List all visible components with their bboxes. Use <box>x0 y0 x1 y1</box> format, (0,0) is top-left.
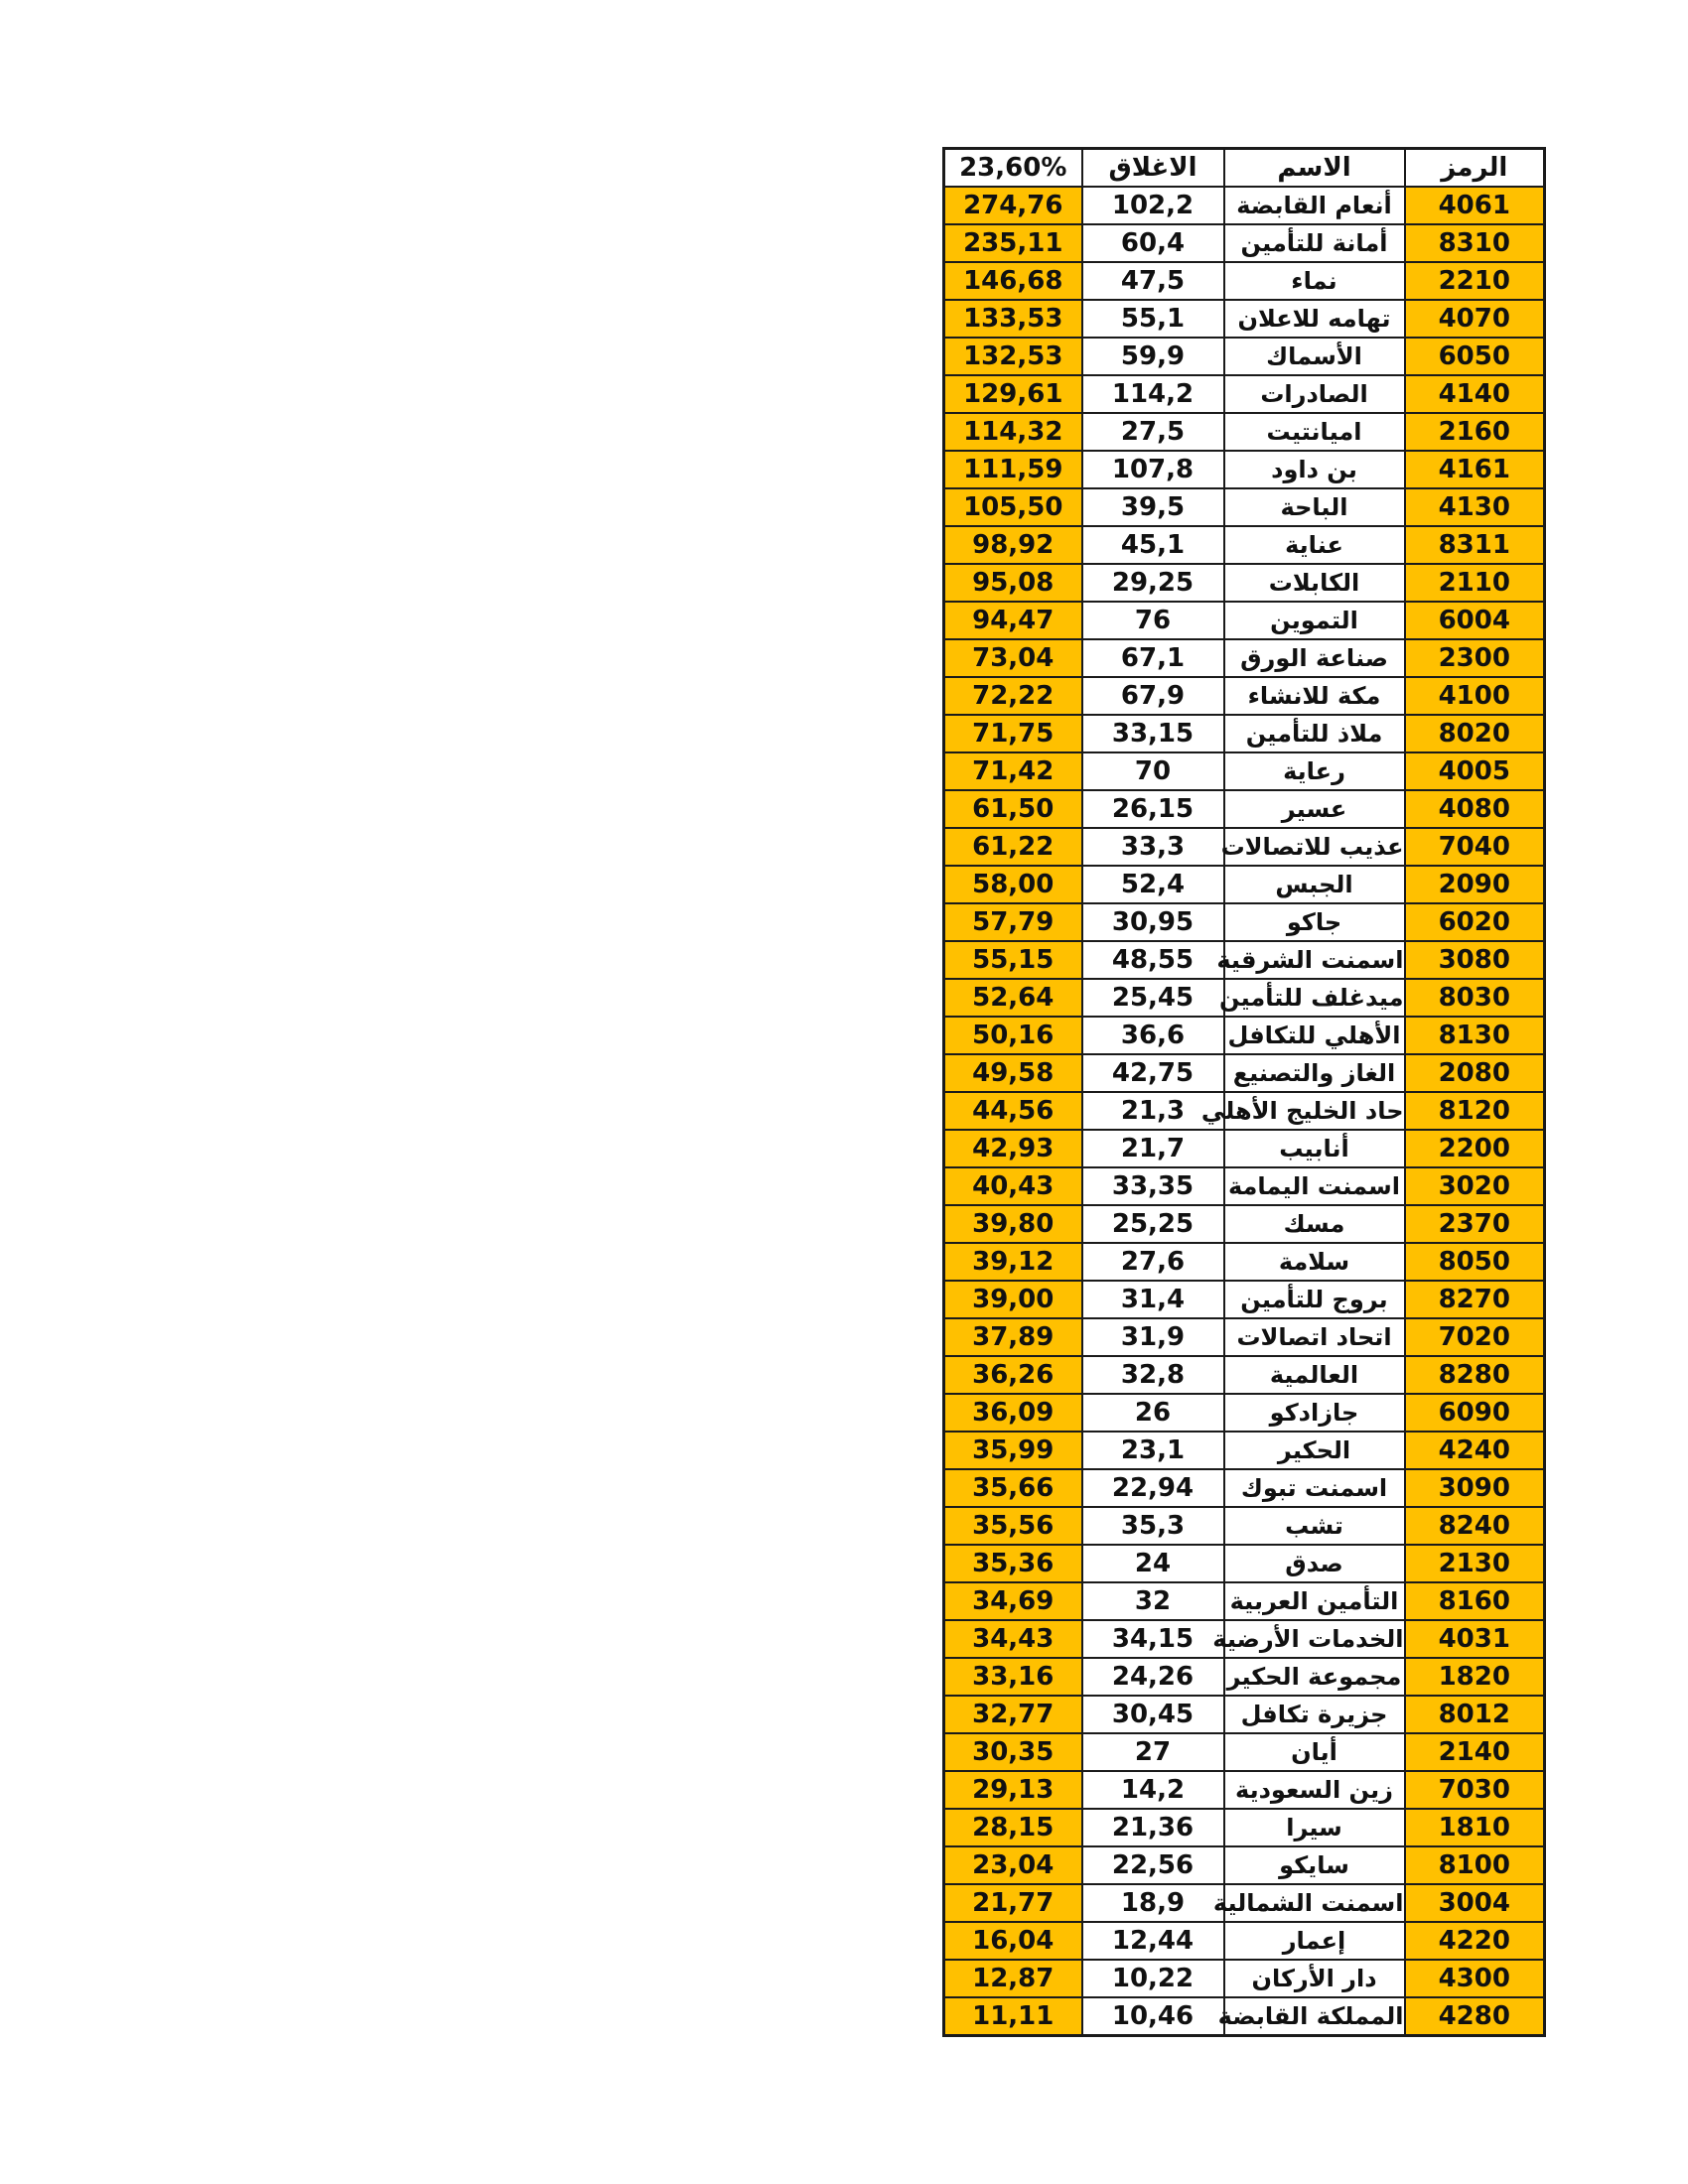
table-row <box>944 1696 1545 1733</box>
name-cell: اسمنت الشمالية <box>1224 1884 1405 1922</box>
pct-cell: 55,15 <box>944 941 1082 979</box>
name-cell: رعاية <box>1224 752 1405 790</box>
code-cell: 8030 <box>1405 979 1545 1017</box>
name-cell: جاكو <box>1224 903 1405 941</box>
pct-cell: 21,77 <box>944 1884 1082 1922</box>
table-body <box>944 187 1545 2036</box>
close-cell: 70 <box>1082 752 1224 790</box>
header-row <box>944 149 1545 188</box>
code-cell: 8270 <box>1405 1281 1545 1318</box>
close-cell: 47,5 <box>1082 262 1224 300</box>
table-row <box>944 790 1545 828</box>
pct-cell: 71,75 <box>944 715 1082 752</box>
close-cell: 55,1 <box>1082 300 1224 338</box>
table-row <box>944 338 1545 375</box>
close-cell: 10,46 <box>1082 1997 1224 2036</box>
name-cell: بن داود <box>1224 451 1405 488</box>
name-cell: عذيب للاتصالات <box>1224 828 1405 866</box>
close-cell: 27 <box>1082 1733 1224 1771</box>
name-cell: مكة للانشاء <box>1224 677 1405 715</box>
code-cell: 4300 <box>1405 1960 1545 1997</box>
code-cell: 8020 <box>1405 715 1545 752</box>
pct-cell: 235,11 <box>944 224 1082 262</box>
name-cell: صدق <box>1224 1545 1405 1582</box>
name-cell: الغاز والتصنيع <box>1224 1054 1405 1092</box>
code-cell: 7020 <box>1405 1318 1545 1356</box>
table-row <box>944 941 1545 979</box>
table-row <box>944 413 1545 451</box>
pct-cell: 28,15 <box>944 1809 1082 1846</box>
pct-cell: 16,04 <box>944 1922 1082 1960</box>
close-cell: 67,9 <box>1082 677 1224 715</box>
name-cell: سيرا <box>1224 1809 1405 1846</box>
pct-cell: 12,87 <box>944 1960 1082 1997</box>
table-row <box>944 639 1545 677</box>
code-cell: 4005 <box>1405 752 1545 790</box>
table-row <box>944 488 1545 526</box>
close-cell: 29,25 <box>1082 564 1224 602</box>
name-cell: سلامة <box>1224 1243 1405 1281</box>
table-row <box>944 828 1545 866</box>
name-cell: اسمنت تبوك <box>1224 1469 1405 1507</box>
close-cell: 107,8 <box>1082 451 1224 488</box>
table-row <box>944 1205 1545 1243</box>
code-cell: 4280 <box>1405 1997 1545 2036</box>
table-row <box>944 1432 1545 1469</box>
table-row <box>944 300 1545 338</box>
table-row <box>944 1243 1545 1281</box>
code-cell: 7040 <box>1405 828 1545 866</box>
pct-cell: 23,04 <box>944 1846 1082 1884</box>
pct-cell: 98,92 <box>944 526 1082 564</box>
close-cell: 26,15 <box>1082 790 1224 828</box>
table-row <box>944 1507 1545 1545</box>
table-row <box>944 1846 1545 1884</box>
code-cell: 6020 <box>1405 903 1545 941</box>
table-row <box>944 1017 1545 1054</box>
table-row <box>944 903 1545 941</box>
code-cell: 2160 <box>1405 413 1545 451</box>
code-cell: 4080 <box>1405 790 1545 828</box>
close-cell: 18,9 <box>1082 1884 1224 1922</box>
pct-cell: 32,77 <box>944 1696 1082 1733</box>
table-row <box>944 1394 1545 1432</box>
table-row <box>944 1130 1545 1167</box>
name-cell: اسمنت الشرقية <box>1224 941 1405 979</box>
table-row <box>944 187 1545 224</box>
name-cell: تهامه للاعلان <box>1224 300 1405 338</box>
pct-cell: 35,99 <box>944 1432 1082 1469</box>
table-row <box>944 1922 1545 1960</box>
pct-cell: 114,32 <box>944 413 1082 451</box>
code-cell: 4240 <box>1405 1432 1545 1469</box>
pct-cell: 58,00 <box>944 866 1082 903</box>
close-cell: 30,95 <box>1082 903 1224 941</box>
table-row <box>944 1092 1545 1130</box>
name-cell: سايكو <box>1224 1846 1405 1884</box>
table-row <box>944 1356 1545 1394</box>
pct-cell: 73,04 <box>944 639 1082 677</box>
close-cell: 33,3 <box>1082 828 1224 866</box>
close-cell: 14,2 <box>1082 1771 1224 1809</box>
code-cell: 2130 <box>1405 1545 1545 1582</box>
close-cell: 34,15 <box>1082 1620 1224 1658</box>
header-name: الاسم <box>1224 149 1405 188</box>
table-row <box>944 866 1545 903</box>
code-cell: 8311 <box>1405 526 1545 564</box>
pct-cell: 49,58 <box>944 1054 1082 1092</box>
pct-cell: 133,53 <box>944 300 1082 338</box>
close-cell: 31,4 <box>1082 1281 1224 1318</box>
code-cell: 2090 <box>1405 866 1545 903</box>
pct-cell: 34,69 <box>944 1582 1082 1620</box>
name-cell: ميدغلف للتأمين <box>1224 979 1405 1017</box>
table-row <box>944 1960 1545 1997</box>
pct-cell: 40,43 <box>944 1167 1082 1205</box>
pct-cell: 71,42 <box>944 752 1082 790</box>
table-row <box>944 1469 1545 1507</box>
close-cell: 102,2 <box>1082 187 1224 224</box>
name-cell: العالمية <box>1224 1356 1405 1394</box>
name-cell: جزيرة تكافل <box>1224 1696 1405 1733</box>
code-cell: 8012 <box>1405 1696 1545 1733</box>
name-cell: الأهلي للتكافل <box>1224 1017 1405 1054</box>
pct-cell: 52,64 <box>944 979 1082 1017</box>
pct-cell: 50,16 <box>944 1017 1082 1054</box>
table-row <box>944 1582 1545 1620</box>
name-cell: الكابلات <box>1224 564 1405 602</box>
close-cell: 33,35 <box>1082 1167 1224 1205</box>
pct-cell: 36,09 <box>944 1394 1082 1432</box>
name-cell: الجبس <box>1224 866 1405 903</box>
table-row <box>944 1771 1545 1809</box>
name-cell: ملاذ للتأمين <box>1224 715 1405 752</box>
code-cell: 6090 <box>1405 1394 1545 1432</box>
table-row <box>944 1281 1545 1318</box>
close-cell: 52,4 <box>1082 866 1224 903</box>
code-cell: 4070 <box>1405 300 1545 338</box>
close-cell: 33,15 <box>1082 715 1224 752</box>
code-cell: 4130 <box>1405 488 1545 526</box>
table-row <box>944 1809 1545 1846</box>
code-cell: 2080 <box>1405 1054 1545 1092</box>
name-cell: اسمنت اليمامة <box>1224 1167 1405 1205</box>
pct-cell: 11,11 <box>944 1997 1082 2036</box>
name-cell: المملكة القابضة <box>1224 1997 1405 2036</box>
header-pct: 23,60% <box>944 149 1082 188</box>
close-cell: 32 <box>1082 1582 1224 1620</box>
code-cell: 2110 <box>1405 564 1545 602</box>
name-cell: إعمار <box>1224 1922 1405 1960</box>
header-close: الاغلاق <box>1082 149 1224 188</box>
name-cell: التأمين العربية <box>1224 1582 1405 1620</box>
code-cell: 4061 <box>1405 187 1545 224</box>
code-cell: 2210 <box>1405 262 1545 300</box>
close-cell: 35,3 <box>1082 1507 1224 1545</box>
close-cell: 32,8 <box>1082 1356 1224 1394</box>
close-cell: 27,6 <box>1082 1243 1224 1281</box>
name-cell: الباحة <box>1224 488 1405 526</box>
table-row <box>944 375 1545 413</box>
pct-cell: 72,22 <box>944 677 1082 715</box>
name-cell: عسير <box>1224 790 1405 828</box>
close-cell: 10,22 <box>1082 1960 1224 1997</box>
code-cell: 4140 <box>1405 375 1545 413</box>
pct-cell: 39,12 <box>944 1243 1082 1281</box>
name-cell: تشب <box>1224 1507 1405 1545</box>
pct-cell: 33,16 <box>944 1658 1082 1696</box>
code-cell: 6050 <box>1405 338 1545 375</box>
pct-cell: 57,79 <box>944 903 1082 941</box>
code-cell: 8130 <box>1405 1017 1545 1054</box>
pct-cell: 95,08 <box>944 564 1082 602</box>
code-cell: 4031 <box>1405 1620 1545 1658</box>
close-cell: 25,45 <box>1082 979 1224 1017</box>
close-cell: 27,5 <box>1082 413 1224 451</box>
pct-cell: 129,61 <box>944 375 1082 413</box>
close-cell: 21,3 <box>1082 1092 1224 1130</box>
table-row <box>944 677 1545 715</box>
name-cell: صناعة الورق <box>1224 639 1405 677</box>
code-cell: 4220 <box>1405 1922 1545 1960</box>
code-cell: 8050 <box>1405 1243 1545 1281</box>
name-cell: الحكير <box>1224 1432 1405 1469</box>
close-cell: 59,9 <box>1082 338 1224 375</box>
table-row <box>944 1167 1545 1205</box>
table-row <box>944 1620 1545 1658</box>
table-row <box>944 1318 1545 1356</box>
pct-cell: 35,56 <box>944 1507 1082 1545</box>
name-cell: أيان <box>1224 1733 1405 1771</box>
code-cell: 3004 <box>1405 1884 1545 1922</box>
close-cell: 48,55 <box>1082 941 1224 979</box>
close-cell: 25,25 <box>1082 1205 1224 1243</box>
name-cell: أنعام القابضة <box>1224 187 1405 224</box>
table-row <box>944 1545 1545 1582</box>
pct-cell: 132,53 <box>944 338 1082 375</box>
name-cell: بروج للتأمين <box>1224 1281 1405 1318</box>
table-row <box>944 1658 1545 1696</box>
pct-cell: 37,89 <box>944 1318 1082 1356</box>
table-row <box>944 715 1545 752</box>
pct-cell: 39,00 <box>944 1281 1082 1318</box>
close-cell: 26 <box>1082 1394 1224 1432</box>
pct-cell: 30,35 <box>944 1733 1082 1771</box>
pct-cell: 36,26 <box>944 1356 1082 1394</box>
close-cell: 31,9 <box>1082 1318 1224 1356</box>
header-code: الرمز <box>1405 149 1545 188</box>
close-cell: 76 <box>1082 602 1224 639</box>
close-cell: 67,1 <box>1082 639 1224 677</box>
close-cell: 24,26 <box>1082 1658 1224 1696</box>
name-cell: اميانتيت <box>1224 413 1405 451</box>
code-cell: 6004 <box>1405 602 1545 639</box>
close-cell: 21,36 <box>1082 1809 1224 1846</box>
name-cell: أمانة للتأمين <box>1224 224 1405 262</box>
close-cell: 36,6 <box>1082 1017 1224 1054</box>
close-cell: 114,2 <box>1082 375 1224 413</box>
name-cell: عناية <box>1224 526 1405 564</box>
name-cell: الخدمات الأرضية <box>1224 1620 1405 1658</box>
table-row <box>944 564 1545 602</box>
pct-cell: 61,50 <box>944 790 1082 828</box>
code-cell: 1810 <box>1405 1809 1545 1846</box>
code-cell: 8310 <box>1405 224 1545 262</box>
pct-cell: 29,13 <box>944 1771 1082 1809</box>
code-cell: 8160 <box>1405 1582 1545 1620</box>
close-cell: 22,56 <box>1082 1846 1224 1884</box>
name-cell: أنابيب <box>1224 1130 1405 1167</box>
code-cell: 8280 <box>1405 1356 1545 1394</box>
pct-cell: 35,66 <box>944 1469 1082 1507</box>
code-cell: 2140 <box>1405 1733 1545 1771</box>
code-cell: 4100 <box>1405 677 1545 715</box>
code-cell: 2200 <box>1405 1130 1545 1167</box>
table-row <box>944 451 1545 488</box>
code-cell: 8120 <box>1405 1092 1545 1130</box>
name-cell: اتحاد اتصالات <box>1224 1318 1405 1356</box>
name-cell: زين السعودية <box>1224 1771 1405 1809</box>
code-cell: 2370 <box>1405 1205 1545 1243</box>
close-cell: 21,7 <box>1082 1130 1224 1167</box>
close-cell: 23,1 <box>1082 1432 1224 1469</box>
code-cell: 3020 <box>1405 1167 1545 1205</box>
pct-cell: 105,50 <box>944 488 1082 526</box>
table-row <box>944 1884 1545 1922</box>
code-cell: 7030 <box>1405 1771 1545 1809</box>
table-row <box>944 1054 1545 1092</box>
table-row <box>944 602 1545 639</box>
name-cell: دار الأركان <box>1224 1960 1405 1997</box>
stock-gains-table <box>942 147 1546 2037</box>
code-cell: 1820 <box>1405 1658 1545 1696</box>
code-cell: 4161 <box>1405 451 1545 488</box>
pct-cell: 274,76 <box>944 187 1082 224</box>
code-cell: 2300 <box>1405 639 1545 677</box>
pct-cell: 44,56 <box>944 1092 1082 1130</box>
pct-cell: 34,43 <box>944 1620 1082 1658</box>
table-row <box>944 262 1545 300</box>
name-cell: حاد الخليج الأهلي <box>1224 1092 1405 1130</box>
close-cell: 39,5 <box>1082 488 1224 526</box>
name-cell: الأسماك <box>1224 338 1405 375</box>
pct-cell: 111,59 <box>944 451 1082 488</box>
table-row <box>944 979 1545 1017</box>
name-cell: جازادكو <box>1224 1394 1405 1432</box>
close-cell: 22,94 <box>1082 1469 1224 1507</box>
pct-cell: 35,36 <box>944 1545 1082 1582</box>
table-row <box>944 752 1545 790</box>
close-cell: 42,75 <box>1082 1054 1224 1092</box>
code-cell: 8240 <box>1405 1507 1545 1545</box>
pct-cell: 146,68 <box>944 262 1082 300</box>
close-cell: 24 <box>1082 1545 1224 1582</box>
pct-cell: 94,47 <box>944 602 1082 639</box>
name-cell: مسك <box>1224 1205 1405 1243</box>
name-cell: الصادرات <box>1224 375 1405 413</box>
pct-cell: 39,80 <box>944 1205 1082 1243</box>
code-cell: 3090 <box>1405 1469 1545 1507</box>
table-row <box>944 224 1545 262</box>
close-cell: 30,45 <box>1082 1696 1224 1733</box>
code-cell: 8100 <box>1405 1846 1545 1884</box>
table-row <box>944 1733 1545 1771</box>
close-cell: 45,1 <box>1082 526 1224 564</box>
pct-cell: 42,93 <box>944 1130 1082 1167</box>
close-cell: 60,4 <box>1082 224 1224 262</box>
pct-cell: 61,22 <box>944 828 1082 866</box>
name-cell: التموين <box>1224 602 1405 639</box>
table-row <box>944 1997 1545 2036</box>
code-cell: 3080 <box>1405 941 1545 979</box>
name-cell: نماء <box>1224 262 1405 300</box>
name-cell: مجموعة الحكير <box>1224 1658 1405 1696</box>
table-row <box>944 526 1545 564</box>
close-cell: 12,44 <box>1082 1922 1224 1960</box>
